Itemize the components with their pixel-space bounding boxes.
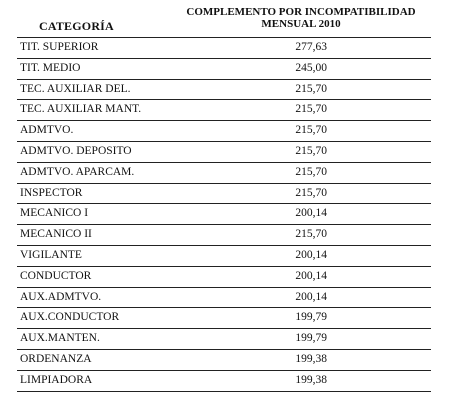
value-header-line-2: MENSUAL 2010 (261, 18, 341, 30)
row-category: ADMTVO. DEPOSITO (20, 144, 132, 157)
row-category: ADMTVO. APARCAM. (20, 165, 135, 178)
row-value: 277,63 (295, 41, 327, 53)
row-value: 199,38 (295, 373, 327, 386)
row-category: TEC. AUXILIAR MANT. (20, 103, 142, 116)
row-category: VIGILANTE (20, 248, 82, 261)
row-value: 215,70 (295, 144, 327, 157)
row-value: 215,70 (295, 228, 327, 241)
row-category: TIT. MEDIO (20, 61, 81, 74)
row-category: CONDUCTOR (20, 269, 92, 282)
row-value: 199,79 (295, 332, 327, 345)
value-header-line-1: COMPLEMENTO POR INCOMPATIBILIDAD (186, 6, 416, 18)
salary-table (17, 0, 431, 386)
value-column-header (165, 6, 437, 30)
table-row (17, 121, 431, 142)
row-category: ORDENANZA (20, 352, 92, 365)
row-value: 200,14 (295, 248, 327, 261)
row-category: MECANICO II (20, 228, 92, 241)
table-row (17, 100, 431, 121)
row-category: ADMTVO. (20, 124, 74, 137)
table-row (17, 204, 431, 225)
row-value: 215,70 (295, 124, 327, 137)
table-body (17, 37, 431, 392)
row-value: 215,70 (295, 186, 327, 199)
row-category: TIT. SUPERIOR (20, 41, 99, 53)
row-category: MECANICO I (20, 207, 89, 220)
row-value: 245,00 (295, 61, 327, 74)
table-row (17, 246, 431, 267)
table-row (17, 329, 431, 350)
row-value: 200,14 (295, 290, 327, 303)
table-row (17, 288, 431, 309)
table-row (17, 80, 431, 101)
row-category: AUX.ADMTVO. (20, 290, 102, 303)
row-value: 200,14 (295, 269, 327, 282)
category-column-header: CATEGORÍA (39, 19, 114, 33)
table-row (17, 225, 431, 246)
table-row (17, 163, 431, 184)
table-row (17, 59, 431, 80)
row-category: LIMPIADORA (20, 373, 93, 386)
row-category: AUX.MANTEN. (20, 332, 100, 345)
row-category: TEC. AUXILIAR DEL. (20, 82, 131, 95)
row-value: 215,70 (295, 82, 327, 95)
row-value: 215,70 (295, 165, 327, 178)
table-row (17, 350, 431, 371)
table-row (17, 308, 431, 329)
row-category: AUX.CONDUCTOR (20, 311, 120, 324)
table-header (17, 0, 431, 37)
table-row (17, 371, 431, 392)
table-row (17, 38, 431, 59)
table-row (17, 184, 431, 205)
row-value: 200,14 (295, 207, 327, 220)
table-row (17, 142, 431, 163)
row-value: 199,79 (295, 311, 327, 324)
table-row (17, 267, 431, 288)
row-value: 199,38 (295, 352, 327, 365)
row-value: 215,70 (295, 103, 327, 116)
row-category: INSPECTOR (20, 186, 83, 199)
